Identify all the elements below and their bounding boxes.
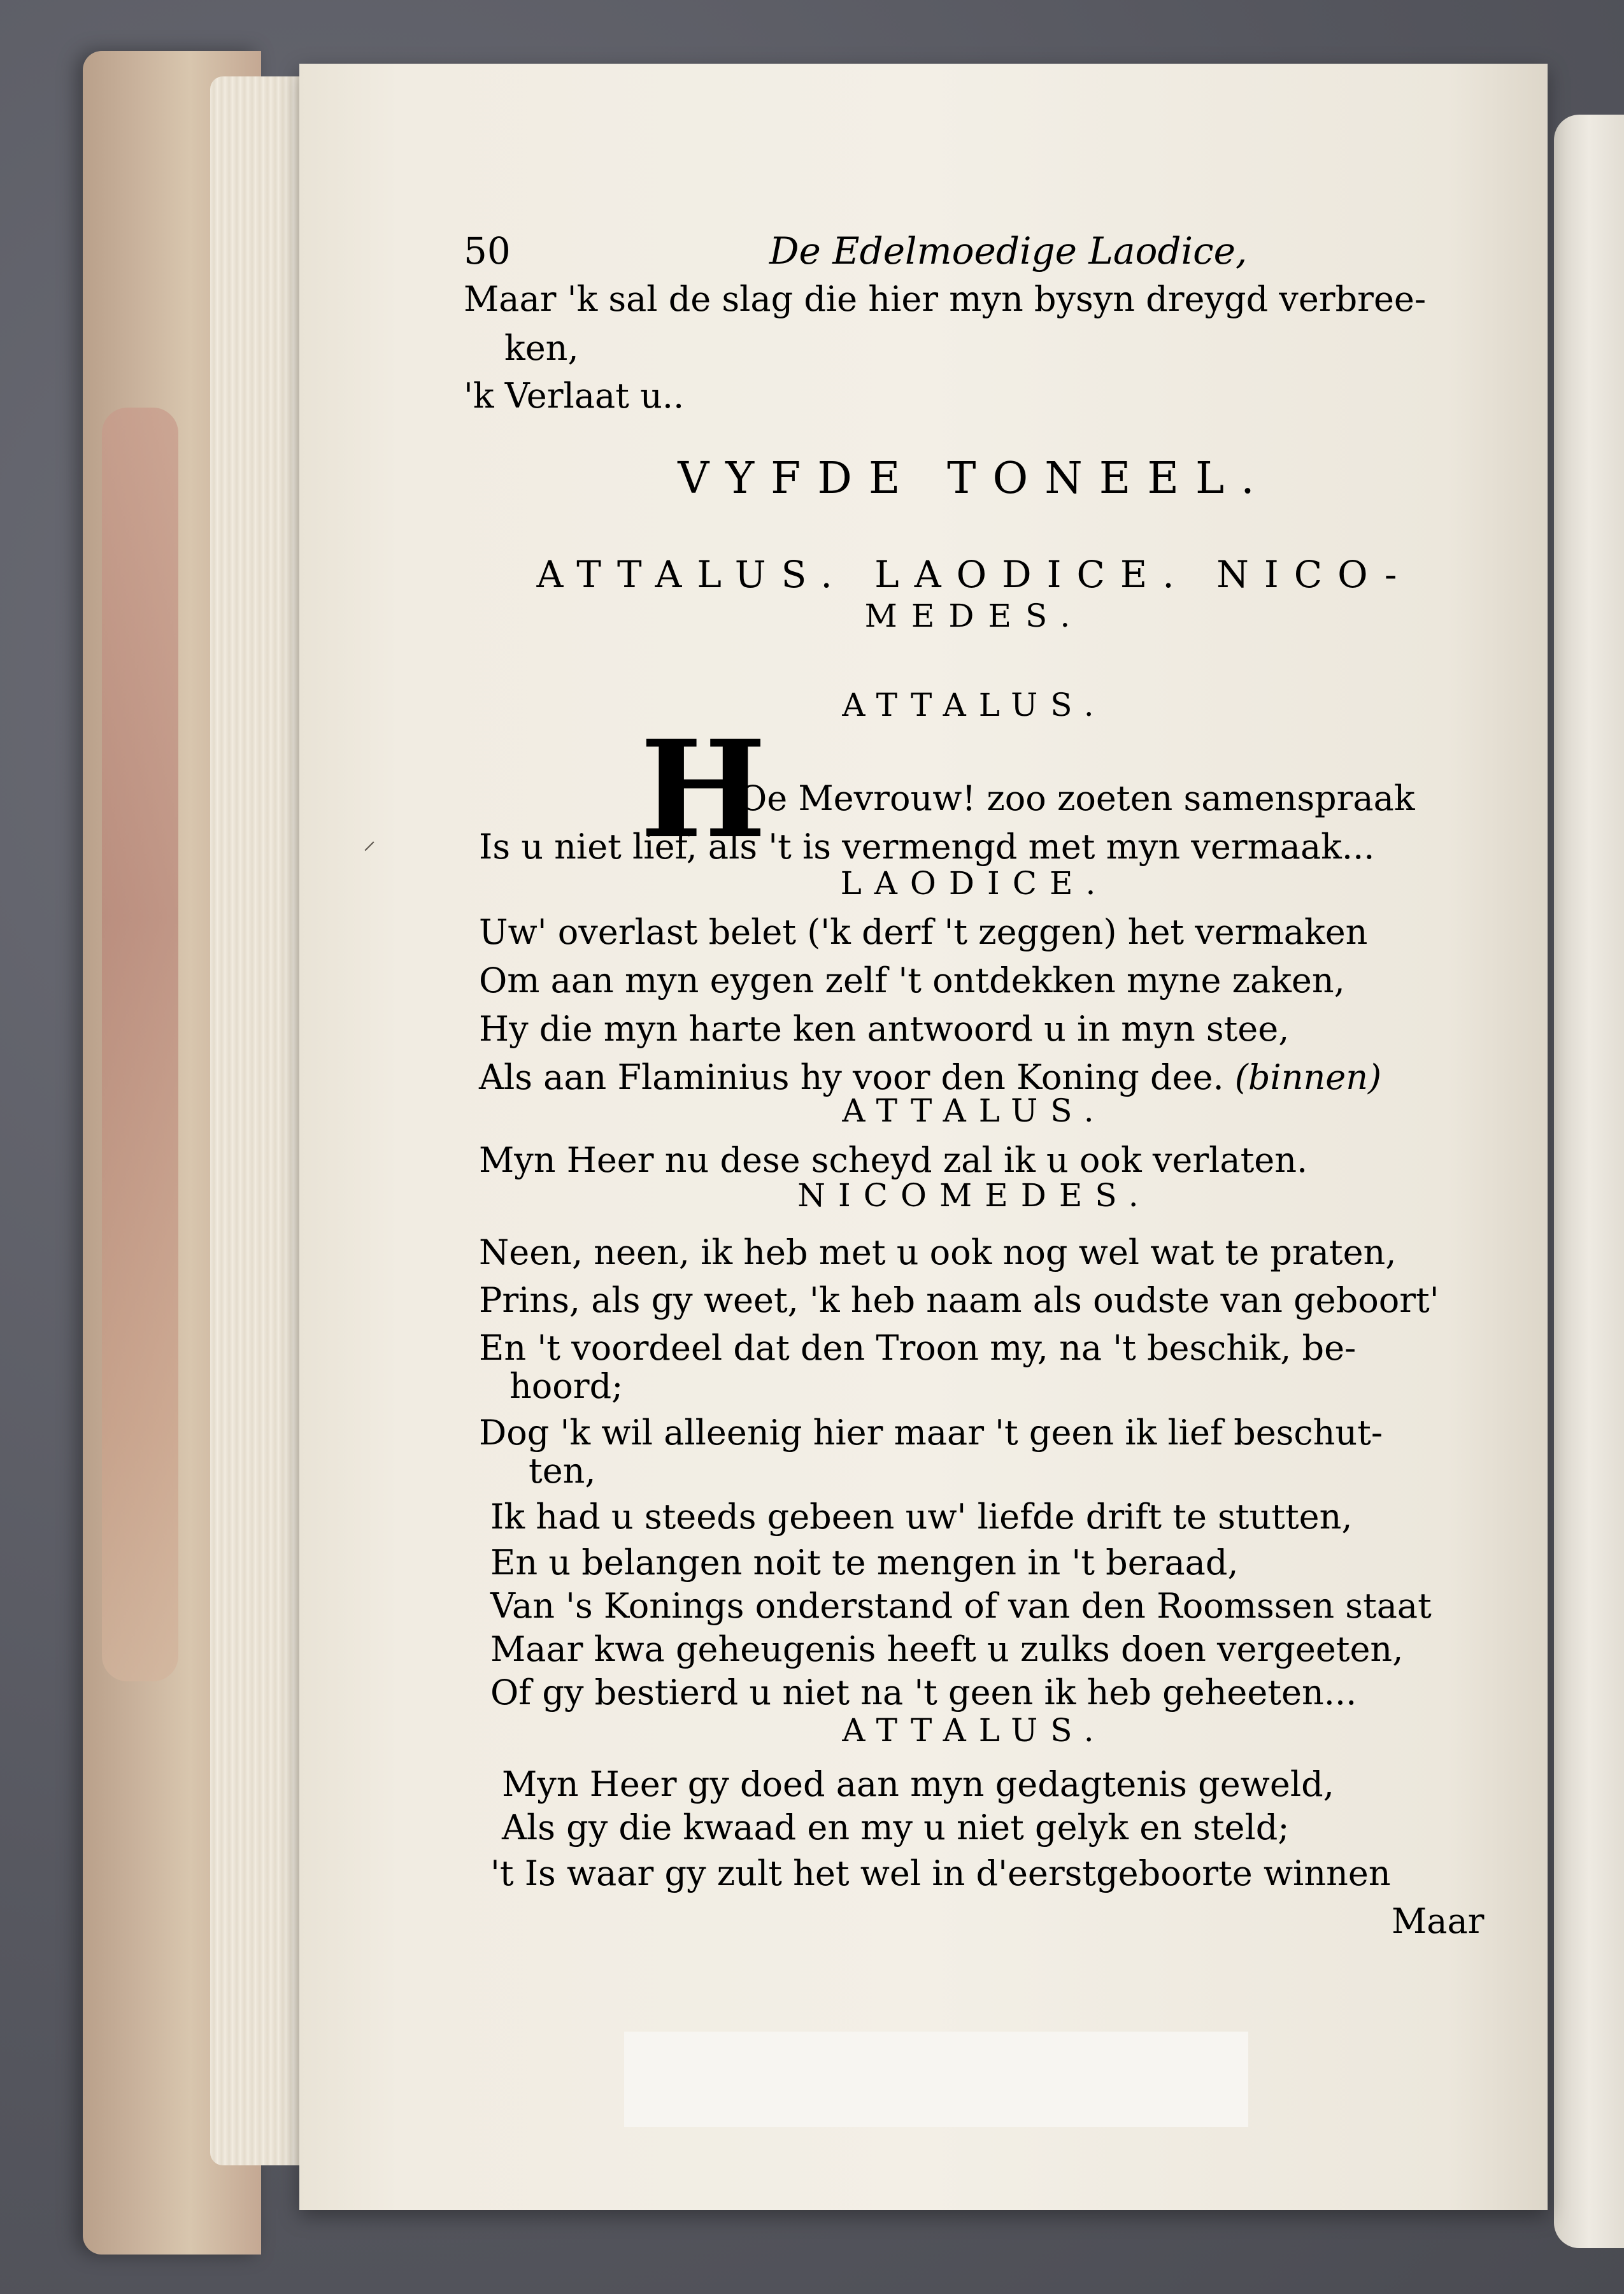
page-number: 50 bbox=[464, 229, 511, 273]
text-line: Myn Heer gy doed aan myn gedagtenis geweld, bbox=[502, 1764, 1334, 1804]
characters-line: ATTALUS. LAODICE. NICO- bbox=[536, 553, 1413, 596]
characters-line: MEDES. bbox=[864, 597, 1085, 634]
show-through-1 bbox=[637, 357, 1497, 408]
speaker-name: LAODICE. bbox=[840, 865, 1109, 902]
stage-direction: (binnen) bbox=[1234, 1057, 1382, 1097]
text-line: Van 's Konings onderstand of van den Roomssen staat bbox=[490, 1586, 1432, 1626]
speaker-name: ATTALUS. bbox=[842, 1092, 1107, 1129]
text-line: Maar kwa geheugenis heeft u zulks doen vergeeten, bbox=[490, 1629, 1404, 1669]
text-line: Uw' overlast belet ('k derf 't zeggen) het vermaken bbox=[479, 912, 1368, 952]
ink-mark: ⸝ bbox=[363, 826, 376, 855]
running-title: De Edelmoedige Laodice, bbox=[769, 229, 1248, 273]
text-line: Oe Mevrouw! zoo zoeten samenspraak bbox=[739, 778, 1415, 818]
speaker-name: ATTALUS. bbox=[842, 687, 1107, 723]
text-line: En u belangen noit te mengen in 't beraad, bbox=[490, 1542, 1239, 1583]
drop-cap: H bbox=[640, 711, 767, 868]
catchword: Maar bbox=[1392, 1901, 1485, 1941]
text-line: Prins, als gy weet, 'k heb naam als oudste van geboort' bbox=[479, 1280, 1439, 1320]
blank-label-patch bbox=[624, 2032, 1248, 2127]
text-line: Myn Heer nu dese scheyd zal ik u ook verlaten. bbox=[479, 1140, 1308, 1180]
text-line: ten, bbox=[529, 1451, 596, 1491]
text-line: Dog 'k wil alleenig hier maar 't geen ik lief beschut- bbox=[479, 1413, 1383, 1453]
text-line: Is u niet lief, als 't is vermengd met myn vermaak... bbox=[479, 827, 1375, 867]
text-line: 't Is waar gy zult het wel in d'eerstgeboorte winnen bbox=[490, 1853, 1391, 1893]
cover-stain bbox=[102, 408, 178, 1681]
text-line: En 't voordeel dat den Troon my, na 't beschik, be- bbox=[479, 1328, 1357, 1368]
text-line: Of gy bestierd u niet na 't geen ik heb geheeten... bbox=[490, 1672, 1357, 1713]
text-line: ken, bbox=[504, 328, 579, 368]
text-line: Ik had u steeds gebeen uw' liefde drift te stutten, bbox=[490, 1497, 1353, 1537]
text-line: Hy die myn harte ken antwoord u in myn stee, bbox=[479, 1009, 1290, 1049]
text-line: Als gy die kwaad en my u niet gelyk en steld; bbox=[502, 1807, 1290, 1848]
speaker-name: ATTALUS. bbox=[842, 1712, 1107, 1749]
running-header bbox=[464, 229, 1248, 287]
facing-page-edge bbox=[1554, 115, 1624, 2248]
text-line: Maar 'k sal de slag die hier myn bysyn dreygd verbree- bbox=[464, 279, 1427, 319]
text-line: Als aan Flaminius hy voor den Koning dee. (binnen) bbox=[479, 1057, 1382, 1097]
text-line: Neen, neen, ik heb met u ook nog wel wat te praten, bbox=[479, 1232, 1397, 1272]
text-line: hoord; bbox=[509, 1366, 623, 1406]
text-line: Om aan myn eygen zelf 't ontdekken myne zaken, bbox=[479, 960, 1345, 1001]
scene-title: VYFDE TONEEL. bbox=[678, 453, 1271, 504]
speaker-name: NICOMEDES. bbox=[797, 1177, 1151, 1214]
text-line: 'k Verlaat u.. bbox=[464, 376, 685, 416]
